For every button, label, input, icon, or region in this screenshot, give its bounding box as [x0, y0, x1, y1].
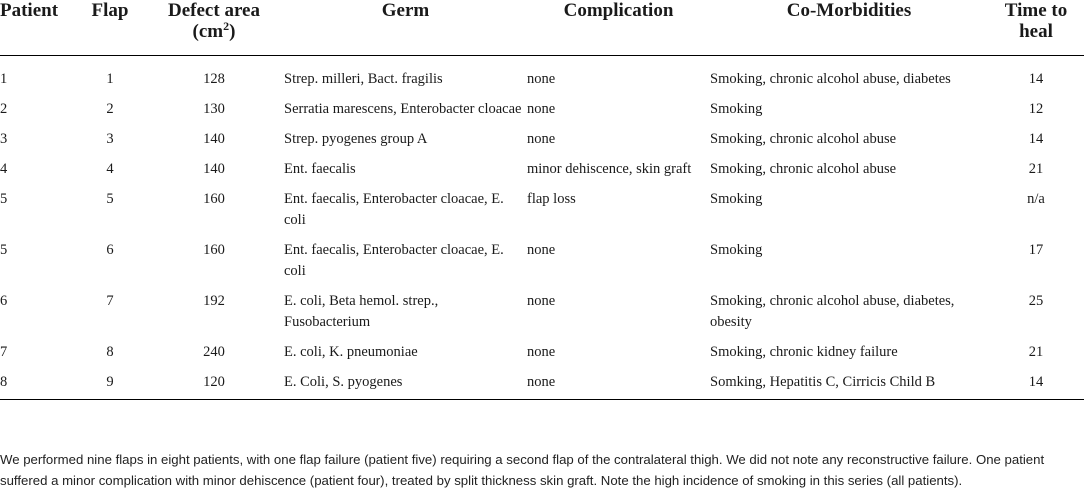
table-row — [0, 56, 1084, 92]
cell-flap: 3 — [106, 131, 114, 147]
cell-patient: 6 — [0, 293, 8, 309]
cell-germ: Ent. faecalis — [284, 161, 356, 177]
cell-defect-area: 240 — [203, 344, 225, 360]
cell-flap: 7 — [106, 293, 114, 309]
cell-complication: none — [527, 364, 710, 400]
cell-complication: none — [527, 344, 556, 360]
cell-flap: 2 — [106, 101, 114, 117]
cell-flap: 8 — [106, 344, 114, 360]
table-row — [0, 283, 1084, 334]
table-row — [0, 232, 1084, 283]
cell-flap: 1 — [106, 71, 114, 87]
header-defect-area-sup: 2 — [223, 19, 230, 33]
header-patient: Patient — [0, 0, 76, 56]
cell-comorbidities: Somking, Hepatitis C, Cirricis Child B — [710, 364, 988, 400]
cell-comorbidities: Smoking, chronic kidney failure — [710, 344, 898, 360]
table-row — [0, 91, 1084, 121]
cell-patient: 8 — [0, 364, 76, 400]
cell-complication: none — [527, 71, 556, 87]
header-defect-area-unit: (cm — [192, 21, 224, 42]
cell-comorbidities: Smoking, chronic alcohol abuse — [710, 131, 897, 147]
header-defect-area-close: ) — [229, 21, 236, 42]
cell-complication: none — [527, 293, 556, 309]
cell-defect-area: 140 — [203, 161, 225, 177]
cell-comorbidities: Smoking — [710, 191, 763, 207]
cell-defect-area: 192 — [203, 293, 225, 309]
table-footnote: We performed nine flaps in eight patients, with one flap failure (patient five) requiring a second flap of the contralateral thigh. We did not note any reconstructive failure. One patient suffered a minor complication with minor dehiscence (patient four), treated by split thickness skin graft. Note the high incidence of smoking in this series (all patients). — [0, 452, 1045, 489]
header-complication: Complication — [527, 0, 710, 56]
cell-comorbidities: Smoking, chronic alcohol abuse, diabetes, obesity — [710, 293, 955, 330]
cell-flap: 5 — [106, 191, 114, 207]
header-flap: Flap — [76, 0, 144, 56]
cell-germ: Strep. pyogenes group A — [284, 131, 428, 147]
cell-time-to-heal: 17 — [1028, 242, 1044, 258]
cell-germ: Serratia marescens, Enterobacter cloacae — [284, 101, 522, 117]
cell-patient: 2 — [0, 101, 8, 117]
cell-flap: 6 — [106, 242, 114, 258]
header-time-to-heal — [988, 0, 1084, 56]
cell-defect-area: 140 — [203, 131, 225, 147]
header-time-line1: Time to — [1004, 0, 1068, 21]
cell-comorbidities: Smoking, chronic alcohol abuse — [710, 161, 897, 177]
cell-comorbidities: Smoking — [710, 101, 763, 117]
cell-defect-area: 160 — [203, 242, 225, 258]
table-row — [0, 121, 1084, 151]
table-row — [0, 364, 1084, 400]
cell-time-to-heal: 14 — [988, 364, 1084, 400]
header-germ: Germ — [284, 0, 527, 56]
cell-time-to-heal: 14 — [1028, 131, 1044, 147]
cell-patient: 1 — [0, 71, 8, 87]
cell-patient: 5 — [0, 191, 8, 207]
cell-time-to-heal: 21 — [1028, 161, 1044, 177]
cell-patient: 3 — [0, 131, 8, 147]
cell-comorbidities: Smoking — [710, 242, 763, 258]
table-row — [0, 334, 1084, 364]
cell-patient: 4 — [0, 161, 8, 177]
table-row — [0, 151, 1084, 181]
header-comorbidities: Co-Morbidities — [710, 0, 988, 56]
cell-germ: E. coli, Beta hemol. strep., Fusobacterium — [284, 293, 439, 330]
cell-flap: 4 — [106, 161, 114, 177]
cell-complication: minor dehiscence, skin graft — [527, 161, 692, 177]
cell-time-to-heal: 25 — [1028, 293, 1044, 309]
header-defect-area — [144, 0, 284, 56]
cell-time-to-heal: 12 — [1028, 101, 1044, 117]
cell-complication: none — [527, 242, 556, 258]
header-defect-area-label: Defect area — [168, 0, 260, 21]
cell-germ: Strep. milleri, Bact. fragilis — [284, 71, 443, 87]
cell-complication: none — [527, 131, 556, 147]
cell-germ: Ent. faecalis, Enterobacter cloacae, E. coli — [284, 191, 504, 228]
cell-comorbidities: Smoking, chronic alcohol abuse, diabetes — [710, 71, 951, 87]
cell-patient: 5 — [0, 242, 8, 258]
cell-defect-area: 160 — [203, 191, 225, 207]
cell-complication: flap loss — [527, 191, 576, 207]
cell-defect-area: 130 — [203, 101, 225, 117]
cell-patient: 7 — [0, 344, 8, 360]
header-time-line2: heal — [1019, 21, 1053, 42]
cell-time-to-heal: 14 — [1028, 71, 1044, 87]
cell-germ: Ent. faecalis, Enterobacter cloacae, E. coli — [284, 242, 504, 279]
cell-time-to-heal: 21 — [1028, 344, 1044, 360]
cell-germ: E. Coli, S. pyogenes — [284, 364, 527, 400]
table-row — [0, 181, 1084, 232]
cell-flap: 9 — [76, 364, 144, 400]
cell-defect-area: 128 — [203, 71, 225, 87]
cell-germ: E. coli, K. pneumoniae — [284, 344, 418, 360]
cell-defect-area: 120 — [144, 364, 284, 400]
cell-time-to-heal: n/a — [1027, 191, 1045, 207]
cell-complication: none — [527, 101, 556, 117]
header-row — [0, 0, 1084, 56]
